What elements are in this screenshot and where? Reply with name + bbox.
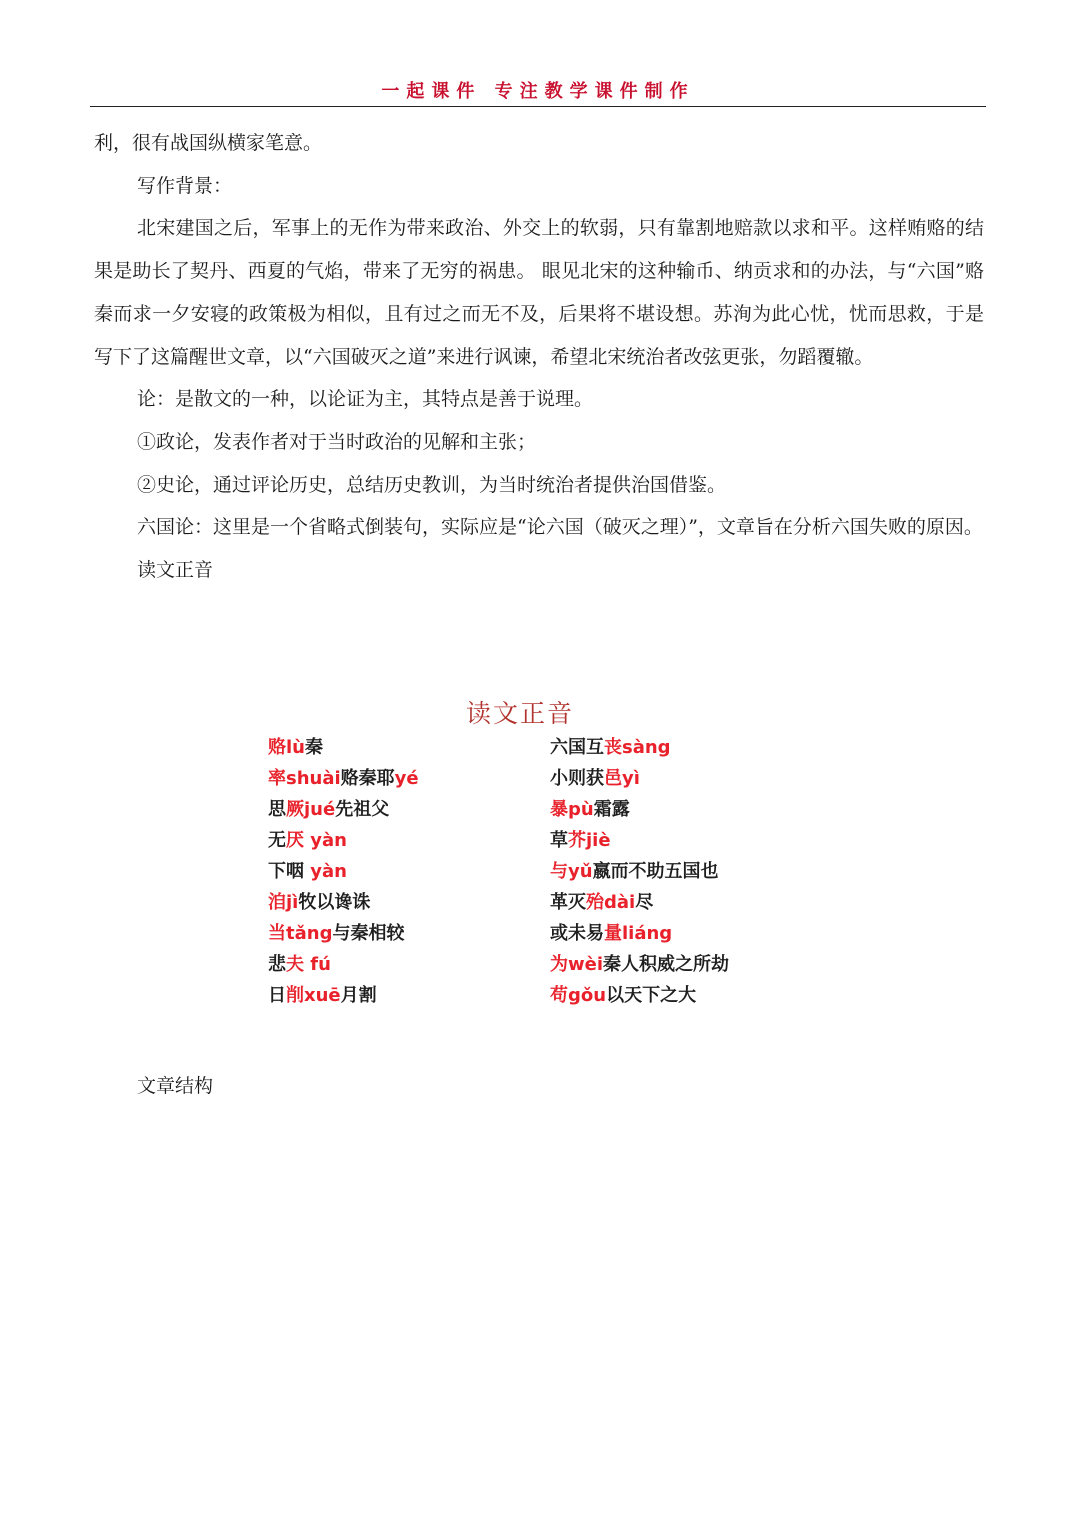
paragraph: 北宋建国之后，军事上的无作为带来政治、外交上的软弱，只有靠割地赔款以求和平。这样贿赂的结果是助长了契丹、西夏的气焰，带来了无穷的祸患。 眼见北宋的这种输币、纳贡求和的办法，与“六国”赂秦而求一夕安寝的政策极为相似，且有过之而无不及，后果将不堪设想。苏洵为此心忧，忧而思救，于是写下了这篇醒世文章，以“六国破灭之道”来进行讽谏，希望北宋统治者改弦更张，勿蹈覆辙。 — [94, 217, 984, 368]
pinyin-entry: 苟gǒu以天下之大 — [550, 985, 697, 1006]
pinyin-entry: 暴pù霜露 — [550, 799, 630, 820]
paragraph: 六国论：这里是一个省略式倒装句，实际应是“论六国（破灭之理）”，文章旨在分析六国失败的原因。 — [137, 516, 983, 539]
pinyin-entry: 率shuài赂秦耶yé — [268, 768, 419, 789]
paragraph: ②史论，通过评论历史，总结历史教训，为当时统治者提供治国借鉴。 — [137, 473, 727, 496]
pinyin-image — [260, 690, 820, 1020]
pinyin-title: 读文正音 — [465, 699, 574, 728]
paragraph: 读文正音 — [137, 559, 214, 582]
document-body — [94, 122, 984, 592]
pinyin-entry: 或未易量liáng — [550, 923, 673, 944]
section-heading: 文章结构 — [137, 1075, 214, 1097]
header-text: 一起课件 专注教学课件制作 — [381, 81, 695, 102]
pinyin-entry: 草芥jiè — [550, 830, 611, 851]
pinyin-entry: 洎jì牧以谗诛 — [268, 892, 371, 913]
pinyin-entry: 为wèi秦人积威之所劫 — [550, 954, 730, 975]
pinyin-entry: 赂lù秦 — [268, 737, 323, 758]
pinyin-column-left — [268, 732, 548, 1011]
pinyin-entry: 思厥jué先祖父 — [268, 799, 390, 820]
pinyin-entry: 当tǎng与秦相较 — [268, 923, 405, 944]
page-header — [90, 80, 986, 107]
paragraph: 利，很有战国纵横家笔意。 — [94, 132, 323, 154]
pinyin-entry: 日削xuē月割 — [268, 985, 377, 1006]
paragraph: 论：是散文的一种，以论证为主，其特点是善于说理。 — [137, 388, 594, 411]
pinyin-entry: 小则获邑yì — [550, 768, 640, 789]
pinyin-column-right — [550, 732, 830, 1011]
paragraph: ①政论，发表作者对于当时政治的见解和主张； — [137, 430, 537, 453]
pinyin-entry: 革灭殆dài尽 — [550, 892, 654, 913]
paragraph: 写作背景： — [137, 174, 233, 197]
pinyin-entry: 悲夫 fú — [268, 954, 331, 975]
pinyin-entry: 与yǔ嬴而不助五国也 — [550, 861, 719, 882]
pinyin-entry: 无厌 yàn — [268, 830, 347, 851]
pinyin-entry: 六国互丧sàng — [550, 737, 671, 758]
pinyin-entry: 下咽 yàn — [268, 861, 347, 882]
